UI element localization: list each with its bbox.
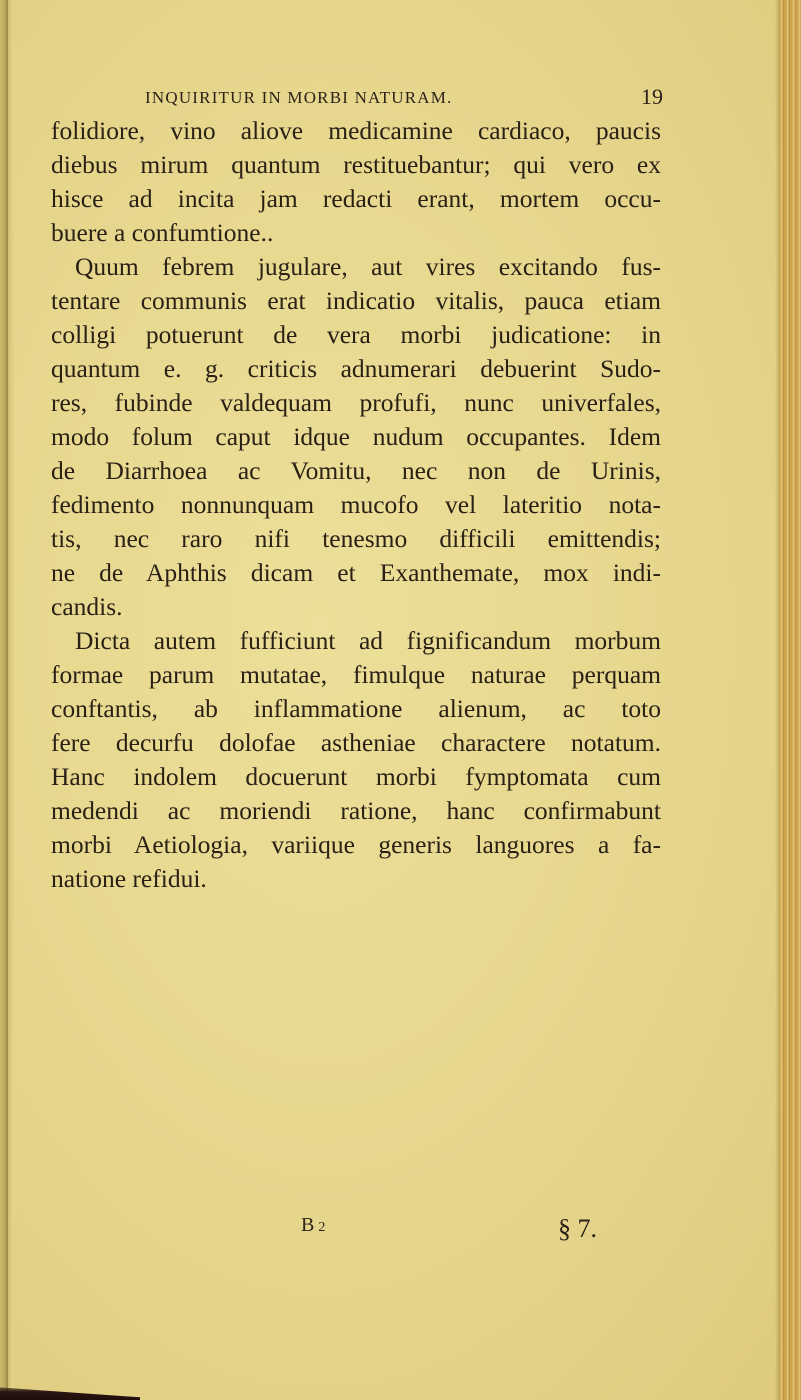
paragraph-3	[51, 624, 661, 896]
text-line: Dicta autem fufficiunt ad fignificandum morbum	[75, 626, 661, 655]
paragraph-1	[51, 114, 661, 250]
text-line: hisce ad incita jam redacti erant, mortem occu-	[51, 184, 661, 213]
text-line: tis, nec raro nifi tenesmo difficili emittendis;	[51, 524, 661, 553]
cover-corner-shadow	[0, 1382, 140, 1400]
text-line: formae parum mutatae, fimulque naturae perquam	[51, 660, 661, 689]
page-number: 19	[641, 84, 663, 109]
text-line: diebus mirum quantum restituebantur; qui vero ex	[51, 150, 661, 179]
paragraph-2	[51, 250, 661, 624]
page-fore-edge	[779, 0, 801, 1400]
signature-mark	[301, 1214, 325, 1237]
catchword: § 7.	[558, 1214, 597, 1243]
text-line: fedimento nonnunquam mucofo vel lateritio nota-	[51, 490, 661, 519]
text-line: morbi Aetiologia, variique generis languores a fa-	[51, 830, 661, 859]
gutter-fold-line	[6, 0, 8, 1400]
text-line: natione refidui.	[51, 864, 207, 893]
text-block	[51, 70, 661, 896]
page-footer	[0, 1214, 801, 1254]
text-line: buere a confumtione..	[51, 218, 274, 247]
text-line: ne de Aphthis dicam et Exanthemate, mox indi-	[51, 558, 661, 587]
text-line: res, fubinde valdequam profufi, nunc univerfales,	[51, 388, 661, 417]
text-line: modo folum caput idque nudum occupantes. Idem	[51, 422, 661, 451]
text-line: conftantis, ab inflammatione alienum, ac toto	[51, 694, 661, 723]
signature-letter: B	[301, 1214, 315, 1236]
text-line: folidiore, vino aliove medicamine cardiaco, paucis	[51, 116, 661, 145]
text-line: de Diarrhoea ac Vomitu, nec non de Urinis,	[51, 456, 661, 485]
text-line: fere decurfu dolofae astheniae charactere notatum.	[51, 728, 661, 757]
text-line: tentare communis erat indicatio vitalis, pauca etiam	[51, 286, 661, 315]
text-line: candis.	[51, 592, 123, 621]
text-line: medendi ac moriendi ratione, hanc confirmabunt	[51, 796, 661, 825]
running-head	[51, 70, 661, 110]
text-line: Hanc indolem docuerunt morbi fymptomata cum	[51, 762, 661, 791]
running-title: INQUIRITUR IN MORBI NATURAM.	[145, 88, 453, 107]
signature-number: 2	[318, 1220, 326, 1235]
text-line: quantum e. g. criticis adnumerari debuerint Sudo-	[51, 354, 661, 383]
text-line: colligi potuerunt de vera morbi judicatione: in	[51, 320, 661, 349]
text-line: Quum febrem jugulare, aut vires excitando fus-	[75, 252, 661, 281]
